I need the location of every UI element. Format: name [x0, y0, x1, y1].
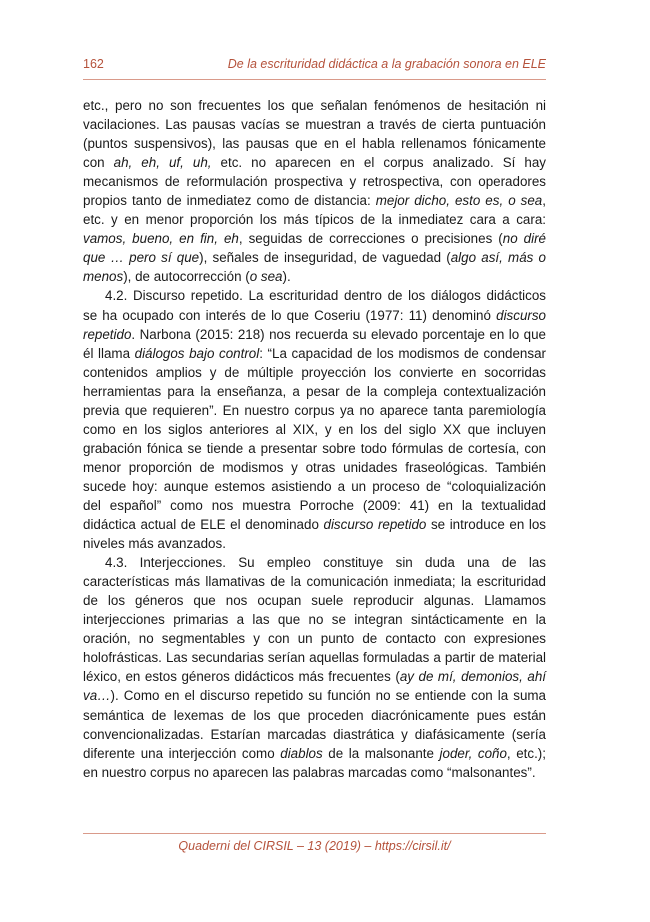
text-run: 4.2. Discurso repetido. La escrituridad dentro de los diálogos didácticos se ha ocupado con interés de lo que Coseriu (1977: 11) denominó: [83, 288, 546, 323]
text-run: etc. no aparecen en el corpus analizado. Sí hay mecanismos de reformulación prospectiva y retrospectiva, con operadores propios tanto de inmediatez como de distancia:: [83, 155, 546, 209]
text-run: ), señales de inseguridad, de vaguedad (: [199, 250, 451, 266]
text-run: , etc. y en menor proporción los más típicos de la inmediatez cara a cara:: [83, 193, 546, 228]
italic-term: ah, eh, uf, uh,: [113, 155, 212, 171]
running-title: De la escrituridad didáctica a la grabación sonora en ELE: [227, 57, 546, 71]
italic-term: diablos: [280, 745, 323, 761]
text-run: ).: [282, 269, 291, 285]
running-header: [83, 57, 546, 71]
paragraph: [83, 286, 546, 553]
italic-term: discurso repetido: [83, 307, 546, 342]
italic-term: algo así, más o menos: [83, 250, 546, 285]
text-run: se introduce en los niveles más avanzados.: [83, 517, 546, 552]
text-run: . Narbona (2015: 218) nos recuerda su elevado porcentaje en lo que él llama: [83, 326, 546, 361]
italic-term: mejor dicho, esto es, o sea: [375, 193, 543, 209]
italic-term: joder, coño: [439, 745, 507, 761]
paragraph: [83, 96, 546, 286]
text-run: 4.3. Interjecciones. Su empleo constituye sin duda una de las características más llamativas de la comunicación inmediata; la escrituridad de los géneros que nos ocupan suele reproducir algunas. Llamamos interjecciones primarias a las que no se integran sintácticamente en la oración, no segmentables y con un punto de contacto con expresiones holofrásticas. Las secundarias serían aquellas formuladas a partir de material léxico, en estos géneros didácticos más frecuentes (: [83, 555, 546, 685]
footer-citation: Quaderni del CIRSIL – 13 (2019) – https://cirsil.it/: [178, 839, 451, 853]
italic-term: o sea: [249, 269, 283, 285]
italic-term: vamos, bueno, en fin, eh: [83, 231, 239, 247]
italic-term: discurso repetido: [323, 517, 427, 533]
text-run: etc., pero no son frecuentes los que señalan fenómenos de hesitación ni vacilaciones. Las pausas vacías se muestran a través de cierta puntuación (puntos suspensivos), las pausas que en el habla rellenamos fónicamente con: [83, 98, 546, 171]
text-run: de la malsonante: [322, 745, 440, 761]
italic-term: no diré que … pero sí que: [83, 231, 546, 266]
header-divider: [83, 79, 546, 80]
footer-divider: [83, 833, 546, 834]
text-run: , etc.); en nuestro corpus no aparecen las palabras marcadas como “malsonantes”.: [83, 745, 546, 780]
body-text: [83, 96, 546, 782]
italic-term: ay de mí, demonios, ahí va…: [83, 669, 546, 704]
text-run: ). Como en el discurso repetido su función no se entiende con la suma semántica de lexemas de los que proceden diacrónicamente pues están convencionalizadas. Estarían marcadas diastrática y diafásicamente (sería diferente una interjección como: [83, 688, 546, 761]
page-number: 162: [83, 57, 104, 71]
italic-term: diálogos bajo control: [134, 345, 260, 361]
text-run: : “La capacidad de los modismos de condensar contenidos amplios y de múltiple proyección los convierte en socorridas herramientas para la enseñanza, a pesar de la compleja contextualización previa que requieren”. En nuestro corpus ya no aparece tanta paremiología como en los siglos anteriores al XIX, y en los del siglo XX que incluyen grabación fónica se tiende a presentar sobre todo fórmulas de cortesía, con menor proporción de modismos y otras unidades fraseológicas. También sucede hoy: aunque estemos asistiendo a un proceso de “coloquialización del español” como nos muestra Porroche (2009: 41) en la textualidad didáctica actual de ELE el denominado: [83, 345, 546, 533]
paragraph: [83, 553, 546, 782]
text-run: ), de autocorrección (: [123, 269, 250, 285]
text-run: , seguidas de correcciones o precisiones (: [238, 231, 503, 247]
